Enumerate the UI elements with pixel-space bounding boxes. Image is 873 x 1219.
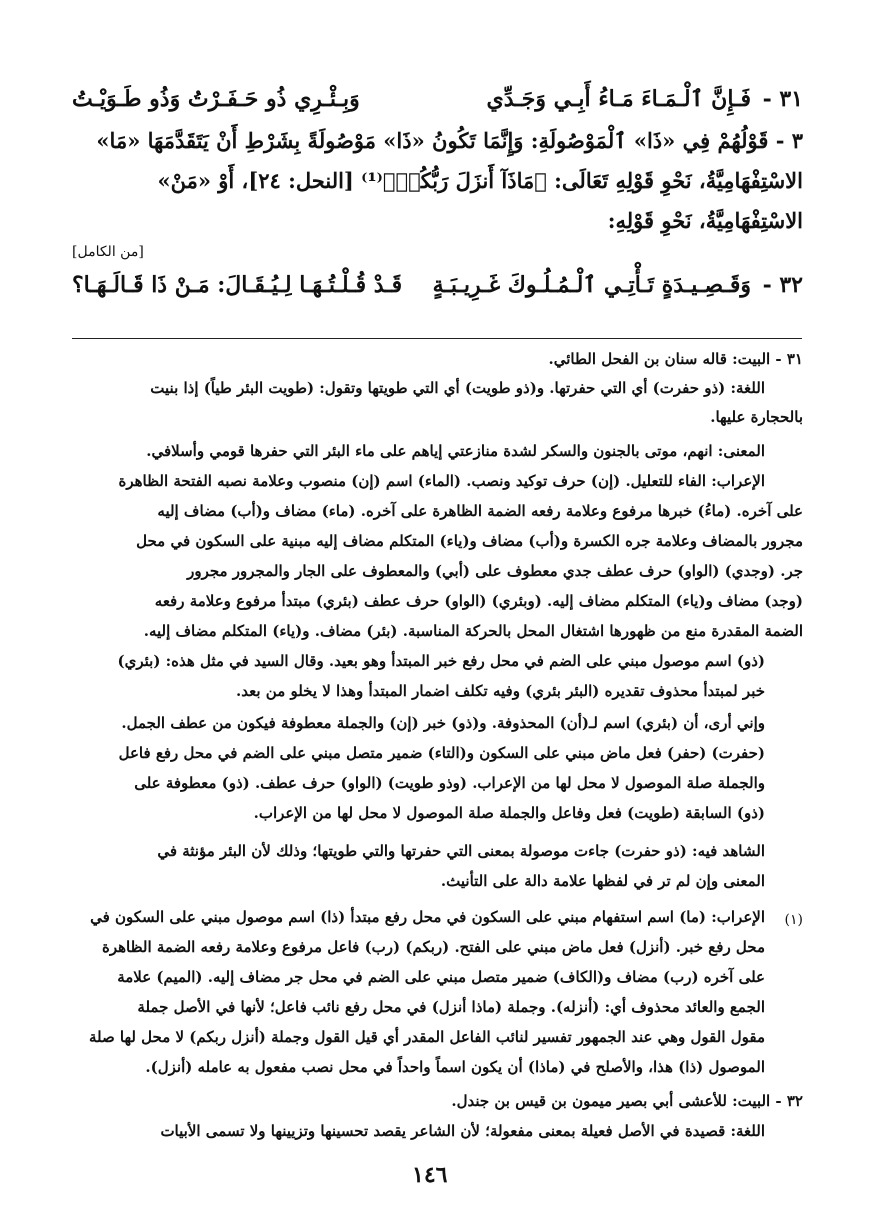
fn1-line: محل رفع خبر. (أنزل) فعل ماض مبني على الفتح. (ربكم) (رب) فاعل مرفوع وعلامة رفعه الضمة الظاهرة <box>101 938 765 956</box>
fn31-line: مجرور بالمضاف وعلامة جره الكسرة و(أب) مضاف و(ياء) المتكلم مضاف إليه مبنية على السكون في محل <box>136 532 803 550</box>
fn1-line: على آخره (رب) مضاف و(الكاف) ضمير متصل مبني على الضم في محل جر مضاف إليه. (الميم) علامة <box>117 968 765 986</box>
fn31-line: الإعراب: الفاء للتعليل. (إن) حرف توكيد ونصب. (الماء) اسم (إن) منصوب وعلامة نصبه الفتحة الظاهرة <box>118 472 765 490</box>
rule-3-line-3: الاسْتِفْهَامِيَّةُ، نَحْوِ قَوْلِهِ: <box>607 208 803 233</box>
fn31-line: بالحجارة عليها. <box>710 408 803 426</box>
fn31-line: (ذو) اسم موصول مبني على الضم في محل رفع خبر المبتدأ وهو بعيد. وقال السيد في مثل هذه: (بئري) <box>117 652 765 670</box>
fn32-line: اللغة: قصيدة في الأصل فعيلة بمعنى مفعولة؛ لأن الشاعر يقصد تحسينها وتزيينها ولا تسمى الأبيات <box>160 1122 765 1140</box>
fn31-line: الضمة المقدرة منع من ظهورها اشتغال المحل بالحركة المناسبة. (بئر) مضاف. و(ياء) المتكلم مضاف إليه. <box>143 622 803 640</box>
footnote-separator <box>72 338 802 339</box>
fn31-line: خبر لمبتدأ محذوف تقديره (البئر بئري) وفيه تكلف اضمار المبتدأ وهذا لا يخلو من بعد. <box>236 682 765 700</box>
fn31-line: المعنى وإن لم تر في لفظها علامة دالة على التأنيث. <box>440 872 765 890</box>
fn31-line: جر. (وجدي) (الواو) حرف عطف جدي معطوف على (أبي) والمعطوف على الجار والمجرور مجرور <box>187 562 803 580</box>
verse-31-number: ٣١ - <box>762 86 803 112</box>
fn31-line: المعنى: انهم، موتى بالجنون والسكر لشدة منازعتي إياهم على ماء البئر التي حفرها قومي وأسلافي. <box>146 442 765 460</box>
verse-32-hemistich-1: وَقَـصِـيـدَةٍ تَـأْتِـي ٱلْـمُـلُـوكَ غَـرِيـبَـةٍ <box>432 272 751 298</box>
fn1-line: الموصول (ذا) هذا، والأصلح في (ماذا) أن يكون اسماً واحداً في محل نصب مفعول به عامله (أنزل). <box>145 1058 765 1076</box>
verse-31-hemistich-2: وَبِـئْـرِي ذُو حَـفَـرْتُ وَذُو طَـوَيْـتُ <box>72 86 360 112</box>
fn31-line: وإني أرى، أن (بئري) اسم لـ(أن) المحذوفة. و(ذو) خبر (إن) والجملة معطوفة فيكون من عطف الجمل. <box>121 714 765 732</box>
fn31-line: على آخره. (ماءُ) خبرها مرفوع وعلامة رفعه الضمة الظاهرة على آخره. (ماء) مضاف و(أب) مضاف إليه <box>157 502 803 520</box>
fn31-line: (وجد) مضاف و(ياء) المتكلم مضاف إليه. (وبئري) (الواو) حرف عطف (بئري) مبتدأ مرفوع وعلامة رفعه <box>154 592 803 610</box>
fn31-line: الشاهد فيه: (ذو حفرت) جاءت موصولة بمعنى التي حفرتها والتي طويتها؛ وذلك لأن البئر مؤنثة في <box>157 842 765 860</box>
meter-tag: [من الكامل] <box>72 244 144 260</box>
fn1-line: الإعراب: (ما) اسم استفهام مبني على السكون في محل رفع مبتدأ (ذا) اسم موصول مبني على السكون في <box>90 908 765 926</box>
fn1-line: مقول القول وهي عند الجمهور تفسير لنائب الفاعل المقدر أي قيل القول وجملة (أنزل ربكم) لا محل لها صلة <box>88 1028 765 1046</box>
verse-32-number: ٣٢ - <box>762 272 803 298</box>
fn31-line: اللغة: (ذو حفرت) أي التي حفرتها. و(ذو طويت) أي التي طويتها وتقول: (طويت البئر طياً) إذا بنيت <box>150 379 765 397</box>
fn31-line: (ذو) السابقة (طويت) فعل وفاعل والجملة صلة الموصول لا محل لها من الإعراب. <box>253 804 765 822</box>
page-number: ١٤٦ <box>412 1162 448 1188</box>
fn31-line: والجملة صلة الموصول لا محل لها من الإعراب. (وذو طويت) (الواو) حرف عطف. (ذو) معطوفة على <box>134 774 765 792</box>
verse-31-hemistich-1: فَـإِنَّ ٱلْـمَـاءَ مَـاءُ أَبِـي وَجَـدِّي <box>486 86 751 112</box>
rule-3-line-1: ٣ - قَوْلُهُمْ فِي «ذَا» ٱلْمَوْصُولَةِ: وَإِنَّمَا تَكُونُ «ذَا» مَوْصُولَةً بِشَرْطِ أَنْ يَتَقَدَّمَهَا «مَا» <box>96 128 803 153</box>
fn32-line: ٣٢ - البيت: للأعشى أبي بصير ميمون بن قيس بن جندل. <box>451 1092 803 1110</box>
footnote-1-marker: (١) <box>784 912 803 928</box>
verse-32-hemistich-2: قَـدْ قُـلْـتُـهَـا لِـيُـقَـالَ: مَـنْ ذَا قَـالَـهَـا؟ <box>72 272 403 298</box>
fn31-line: ٣١ - البيت: قاله سنان بن الفحل الطائي. <box>548 350 803 368</box>
rule-3-line-2: الاسْتِفْهَامِيَّةُ، نَحْوِ قَوْلِهِ تَعَالَى: ﴿مَاذَآ أَنزَلَ رَبُّكُمۡ﴾⁽¹⁾ [النحل: ٢٤]، أَوْ «مَنْ» <box>157 168 803 193</box>
fn31-line: (حفرت) (حفر) فعل ماض مبني على السكون و(التاء) ضمير متصل مبني على الضم في محل رفع فاعل <box>118 744 765 762</box>
fn1-line: الجمع والعائد محذوف أي: (أنزله). وجملة (ماذا أنزل) في محل رفع نائب فاعل؛ لأنها في الأصل جملة <box>137 998 765 1016</box>
